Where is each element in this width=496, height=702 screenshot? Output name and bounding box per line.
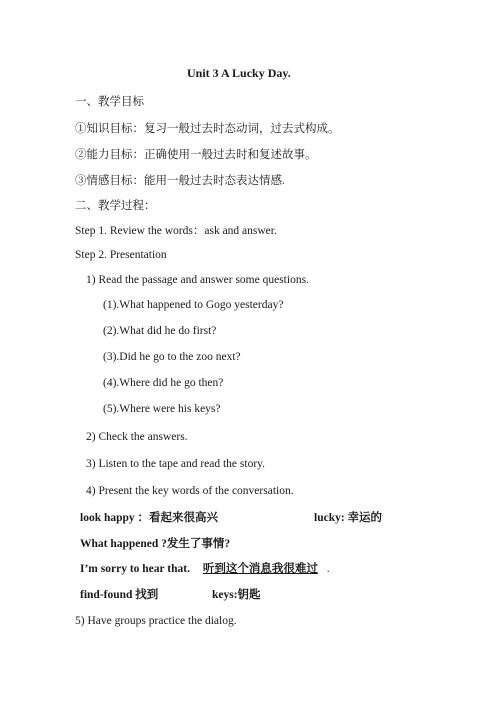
keyword-sorry-period: .	[326, 563, 330, 575]
keyword-lucky: lucky: 幸运的	[314, 512, 383, 524]
question-3: (3).Did he go to the zoo next?	[103, 351, 241, 363]
section-heading-goals: 一、教学目标	[75, 96, 144, 108]
keyword-sorry	[80, 562, 330, 576]
list-item-3: 3) Listen to the tape and read the story.	[86, 458, 266, 470]
keyword-sorry-english: I’m sorry to hear that.	[80, 563, 190, 575]
step-1: Step 1. Review the words：ask and answer.	[75, 225, 277, 237]
goal-emotion: ③情感目标：能用一般过去时态表达情感.	[75, 175, 285, 187]
goal-knowledge: ①知识目标：复习一般过去时态动词，过去式构成。	[75, 123, 340, 135]
section-heading-process: 二、教学过程：	[75, 200, 156, 212]
question-4: (4).Where did he go then?	[103, 377, 224, 389]
keyword-sorry-chinese: 听到这个消息我很难过	[202, 563, 318, 575]
list-item-2: 2) Check the answers.	[86, 431, 188, 443]
list-item-4: 4) Present the key words of the conversation.	[86, 485, 294, 497]
keyword-what-happened: What happened ?发生了事情?	[80, 538, 231, 550]
page-title: Unit 3 A Lucky Day.	[187, 66, 291, 80]
goal-ability: ②能力目标：正确使用一般过去时和复述故事。	[75, 149, 317, 161]
question-5: (5).Where were his keys?	[103, 403, 221, 415]
list-item-1: 1) Read the passage and answer some questions.	[86, 274, 309, 286]
keyword-find-found: find-found 找到	[80, 589, 159, 601]
question-2: (2).What did he do first?	[103, 325, 217, 337]
question-1: (1).What happened to Gogo yesterday?	[103, 299, 284, 311]
keyword-look-happy: look happy ：看起来很高兴	[80, 512, 219, 524]
list-item-5: 5) Have groups practice the dialog.	[75, 615, 237, 627]
step-2: Step 2. Presentation	[75, 249, 167, 261]
keyword-keys: keys:钥匙	[212, 589, 261, 601]
